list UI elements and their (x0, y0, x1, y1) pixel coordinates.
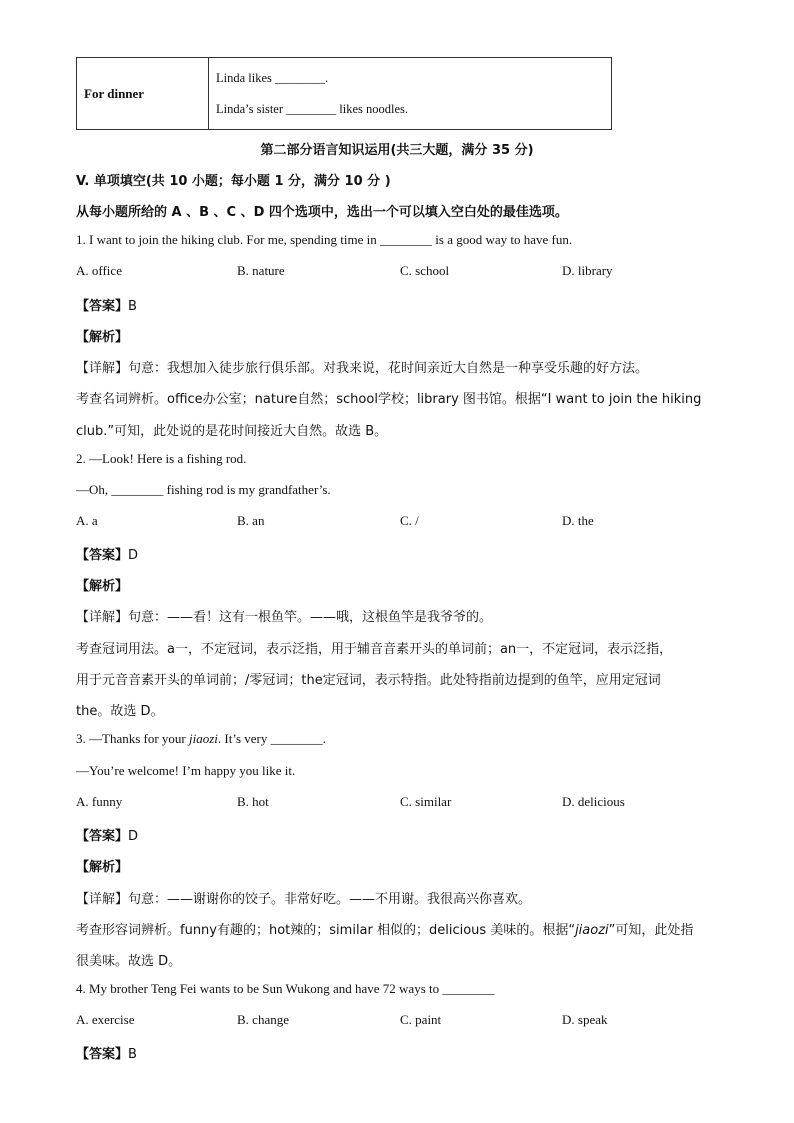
q1-answer (76, 295, 137, 314)
q1-option-c: C. school (400, 263, 450, 278)
part-title: 第二部分语言知识运用(共三大题，满分 35 分) (260, 143, 534, 158)
q3-stem-1-a: 3. —Thanks for your (76, 731, 190, 746)
q4-option-c: C. paint (400, 1012, 442, 1027)
q4-option-d: D. speak (562, 1012, 608, 1027)
q2-explain-3: the。故选 D。 (76, 704, 164, 719)
diet-table (76, 57, 612, 130)
q4-answer (76, 1043, 137, 1062)
answer-label: 【答案】 (76, 548, 129, 563)
q2-answer (76, 544, 138, 563)
analysis-label: 【解析】 (76, 860, 129, 875)
q3-stem-1 (76, 731, 326, 747)
q4-stem: 4. My brother Teng Fei wants to be Sun Wukong and have 72 ways to ________ (76, 981, 495, 996)
answer-label: 【答案】 (76, 829, 129, 844)
q2-explain-2: 用于元音音素开头的单词前；/零冠词；the定冠词，表示特指。此处特指前边提到的鱼竿，应用定冠词 (76, 673, 661, 688)
q1-explain-1: 考查名词辨析。office办公室；nature自然；school学校；library 图书馆。根据“I want to join the hiking (76, 392, 702, 407)
q3-analysis (76, 856, 128, 875)
q3-stem-2: —You’re welcome! I’m happy you like it. (76, 763, 296, 778)
q3-option-b: B. hot (237, 794, 269, 809)
q3-stem-1-c: . It’s very ________. (217, 731, 326, 746)
q2-option-a: A. a (76, 513, 98, 528)
q3-option-d: D. delicious (562, 794, 625, 809)
meal-cell: For dinner (77, 58, 209, 130)
q2-option-d: D. the (562, 513, 594, 528)
q4-option-b: B. change (237, 1012, 289, 1027)
table-line-2: Linda’s sister ________ likes noodles. (216, 101, 408, 116)
analysis-label: 【解析】 (76, 579, 129, 594)
q2-analysis (76, 575, 128, 594)
answer-value: B (128, 299, 137, 314)
answer-label: 【答案】 (76, 299, 129, 314)
q1-stem: 1. I want to join the hiking club. For me, spending time in ________ is a good way to have fun. (76, 232, 573, 247)
q3-option-a: A. funny (76, 794, 123, 809)
q2-option-b: B. an (237, 513, 265, 528)
q3-detail: 【详解】句意：——谢谢你的饺子。非常好吃。——不用谢。我很高兴你喜欢。 (76, 892, 532, 907)
q2-detail: 【详解】句意：——看！这有一根鱼竿。——哦，这根鱼竿是我爷爷的。 (76, 610, 493, 625)
q1-option-a: A. office (76, 263, 122, 278)
table-line-1: Linda likes ________. (216, 70, 329, 85)
q3-explain-1 (76, 919, 693, 938)
q3-answer (76, 825, 138, 844)
q1-option-b: B. nature (237, 263, 285, 278)
q1-option-d: D. library (562, 263, 613, 278)
q2-stem-1: 2. —Look! Here is a fishing rod. (76, 451, 247, 466)
answer-value: D (128, 548, 139, 563)
q2-explain-1: 考查冠词用法。a一，不定冠词，表示泛指，用于辅音音素开头的单词前；an一，不定冠词，表示泛指， (76, 642, 673, 657)
q3-explain-1-b: jiaozi (575, 923, 609, 938)
q3-stem-1-b: jiaozi (189, 731, 218, 746)
q3-option-c: C. similar (400, 794, 452, 809)
q3-explain-1-c: ”可知，此处指 (608, 923, 694, 938)
table-row (77, 58, 612, 130)
q2-option-c: C. / (400, 513, 419, 528)
q1-analysis (76, 326, 128, 345)
text-cell (209, 58, 612, 130)
instruction: 从每小题所给的 A 、B 、C 、D 四个选项中，选出一个可以填入空白处的最佳选项。 (76, 205, 568, 220)
q1-detail: 【详解】句意：我想加入徒步旅行俱乐部。对我来说，花时间亲近大自然是一种享受乐趣的好方法。 (76, 361, 649, 376)
q2-stem-2: —Oh, ________ fishing rod is my grandfather’s. (76, 482, 331, 497)
answer-value: B (128, 1047, 137, 1062)
answer-label: 【答案】 (76, 1047, 129, 1062)
section-title: V. 单项填空(共 10 小题；每小题 1 分，满分 10 分 ) (76, 174, 391, 189)
q4-option-a: A. exercise (76, 1012, 135, 1027)
analysis-label: 【解析】 (76, 330, 129, 345)
answer-value: D (128, 829, 139, 844)
q3-explain-2: 很美味。故选 D。 (76, 954, 182, 969)
q3-explain-1-a: 考查形容词辨析。funny有趣的；hot辣的；similar 相似的；delicious 美味的。根据“ (76, 923, 576, 938)
q1-explain-2: club.”可知，此处说的是花时间接近大自然。故选 B。 (76, 424, 388, 439)
